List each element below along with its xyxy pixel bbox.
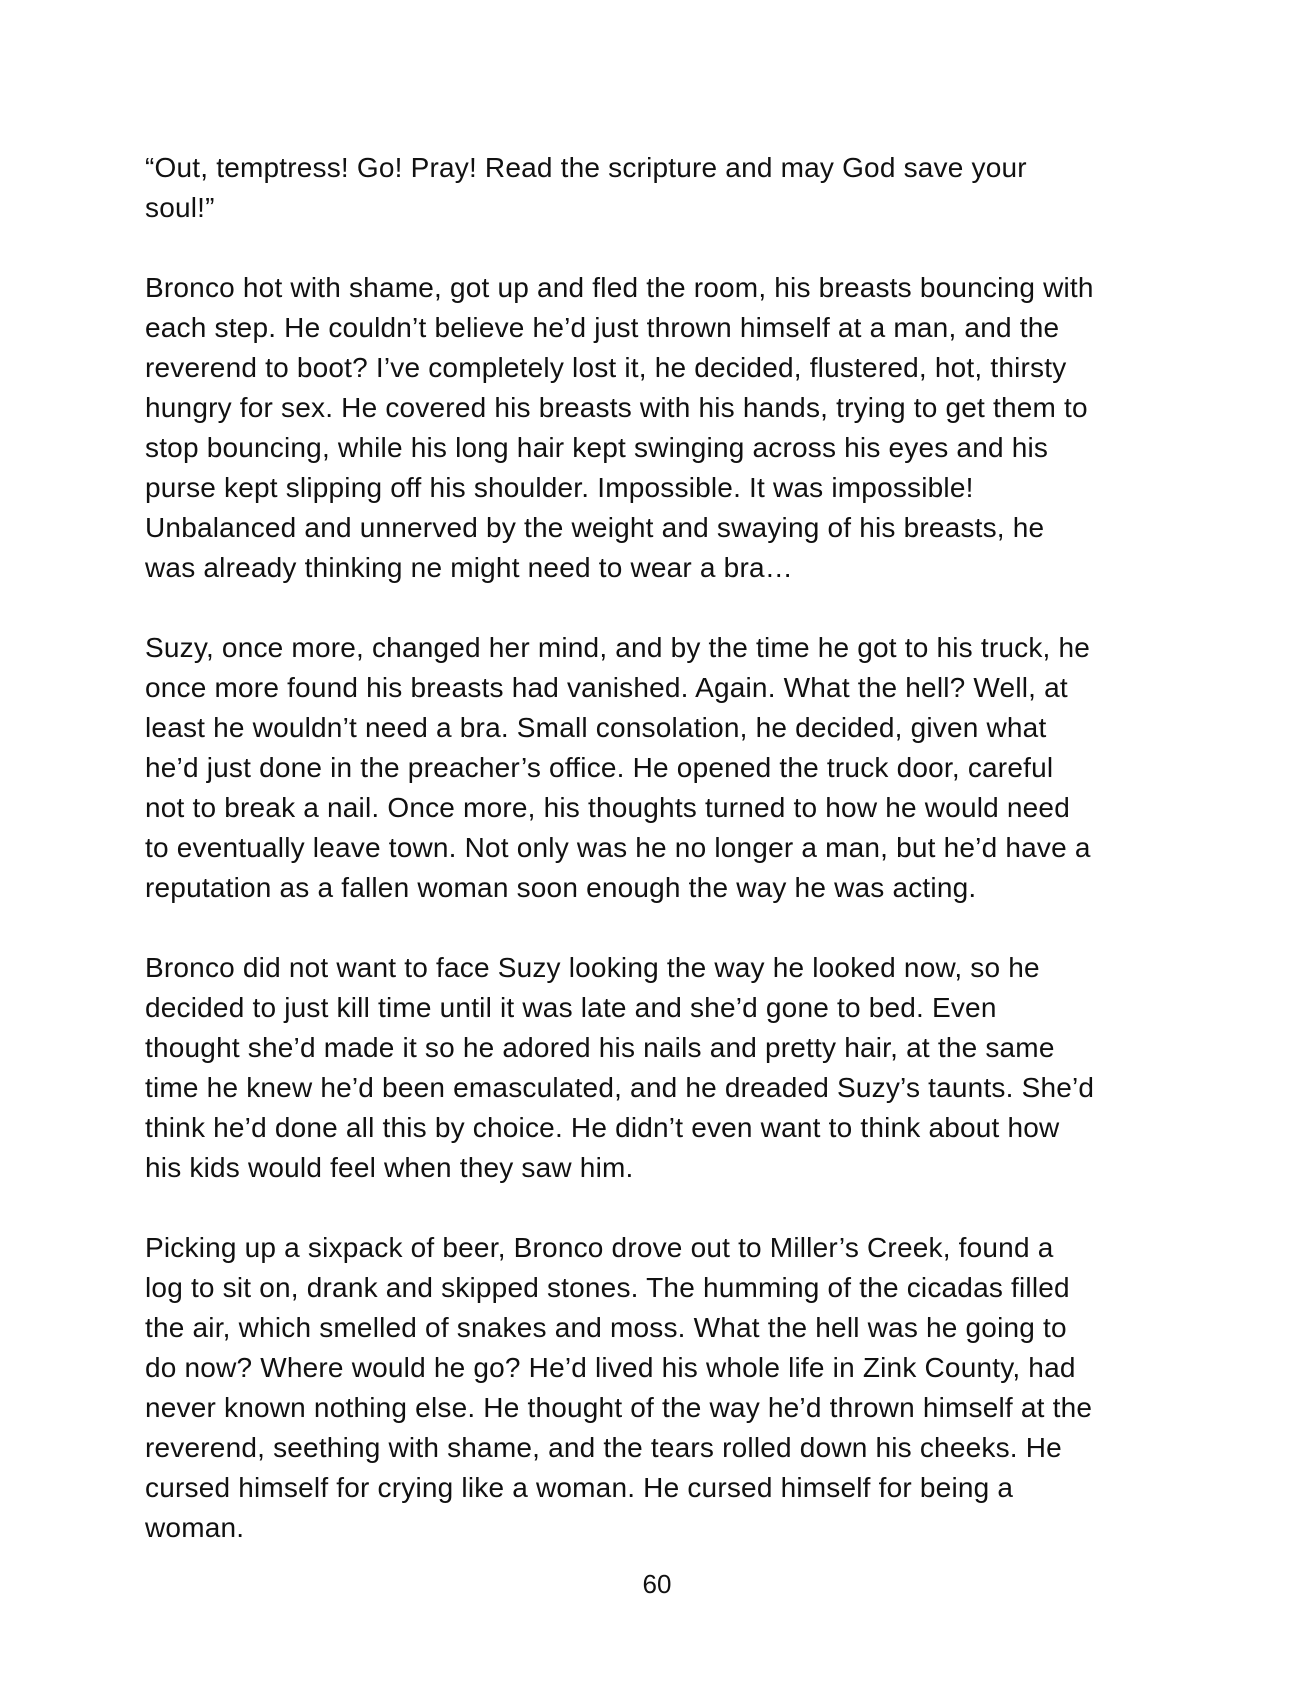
text-line: woman.: [145, 1512, 245, 1543]
text-line: reputation as a fallen woman soon enough the way he was acting.: [145, 872, 977, 903]
text-line: Picking up a sixpack of beer, Bronco drove out to Miller’s Creek, found a: [145, 1232, 1054, 1263]
text-line: Bronco did not want to face Suzy looking the way he looked now, so he: [145, 952, 1040, 983]
text-line: think he’d done all this by choice. He didn’t even want to think about how: [145, 1112, 1060, 1143]
paragraph: [145, 948, 1190, 1188]
paragraph: [145, 148, 1190, 228]
text-line: decided to just kill time until it was late and she’d gone to bed. Even: [145, 992, 997, 1023]
page-number: 60: [642, 1569, 672, 1599]
text-line: Suzy, once more, changed her mind, and by the time he got to his truck, he: [145, 632, 1091, 663]
text-line: cursed himself for crying like a woman. He cursed himself for being a: [145, 1472, 1014, 1503]
document-text: [145, 148, 1190, 1588]
paragraph: [145, 268, 1190, 588]
text-line: not to break a nail. Once more, his thoughts turned to how he would need: [145, 792, 1070, 823]
text-line: reverend to boot? I’ve completely lost it, he decided, flustered, hot, thirsty: [145, 352, 1067, 383]
text-line: Unbalanced and unnerved by the weight and swaying of his breasts, he: [145, 512, 1045, 543]
paragraph: [145, 628, 1190, 908]
text-line: soul!”: [145, 192, 215, 223]
text-line: stop bouncing, while his long hair kept swinging across his eyes and his: [145, 432, 1049, 463]
text-line: purse kept slipping off his shoulder. Impossible. It was impossible!: [145, 472, 974, 503]
text-line: hungry for sex. He covered his breasts with his hands, trying to get them to: [145, 392, 1088, 423]
text-line: “Out, temptress! Go! Pray! Read the scripture and may God save your: [145, 152, 1027, 183]
text-line: Bronco hot with shame, got up and fled the room, his breasts bouncing with: [145, 272, 1094, 303]
text-line: the air, which smelled of snakes and moss. What the hell was he going to: [145, 1312, 1067, 1343]
text-line: thought she’d made it so he adored his nails and pretty hair, at the same: [145, 1032, 1055, 1063]
text-line: reverend, seething with shame, and the tears rolled down his cheeks. He: [145, 1432, 1062, 1463]
text-line: he’d just done in the preacher’s office. He opened the truck door, careful: [145, 752, 1054, 783]
text-line: his kids would feel when they saw him.: [145, 1152, 634, 1183]
text-line: was already thinking ne might need to wear a bra…: [145, 552, 793, 583]
text-line: to eventually leave town. Not only was he no longer a man, but he’d have a: [145, 832, 1091, 863]
paragraph: [145, 1228, 1190, 1548]
text-line: once more found his breasts had vanished. Again. What the hell? Well, at: [145, 672, 1068, 703]
text-line: never known nothing else. He thought of the way he’d thrown himself at the: [145, 1392, 1093, 1423]
text-line: log to sit on, drank and skipped stones. The humming of the cicadas filled: [145, 1272, 1070, 1303]
text-line: each step. He couldn’t believe he’d just thrown himself at a man, and the: [145, 312, 1060, 343]
text-line: do now? Where would he go? He’d lived his whole life in Zink County, had: [145, 1352, 1076, 1383]
text-line: time he knew he’d been emasculated, and he dreaded Suzy’s taunts. She’d: [145, 1072, 1095, 1103]
text-line: least he wouldn’t need a bra. Small consolation, he decided, given what: [145, 712, 1047, 743]
